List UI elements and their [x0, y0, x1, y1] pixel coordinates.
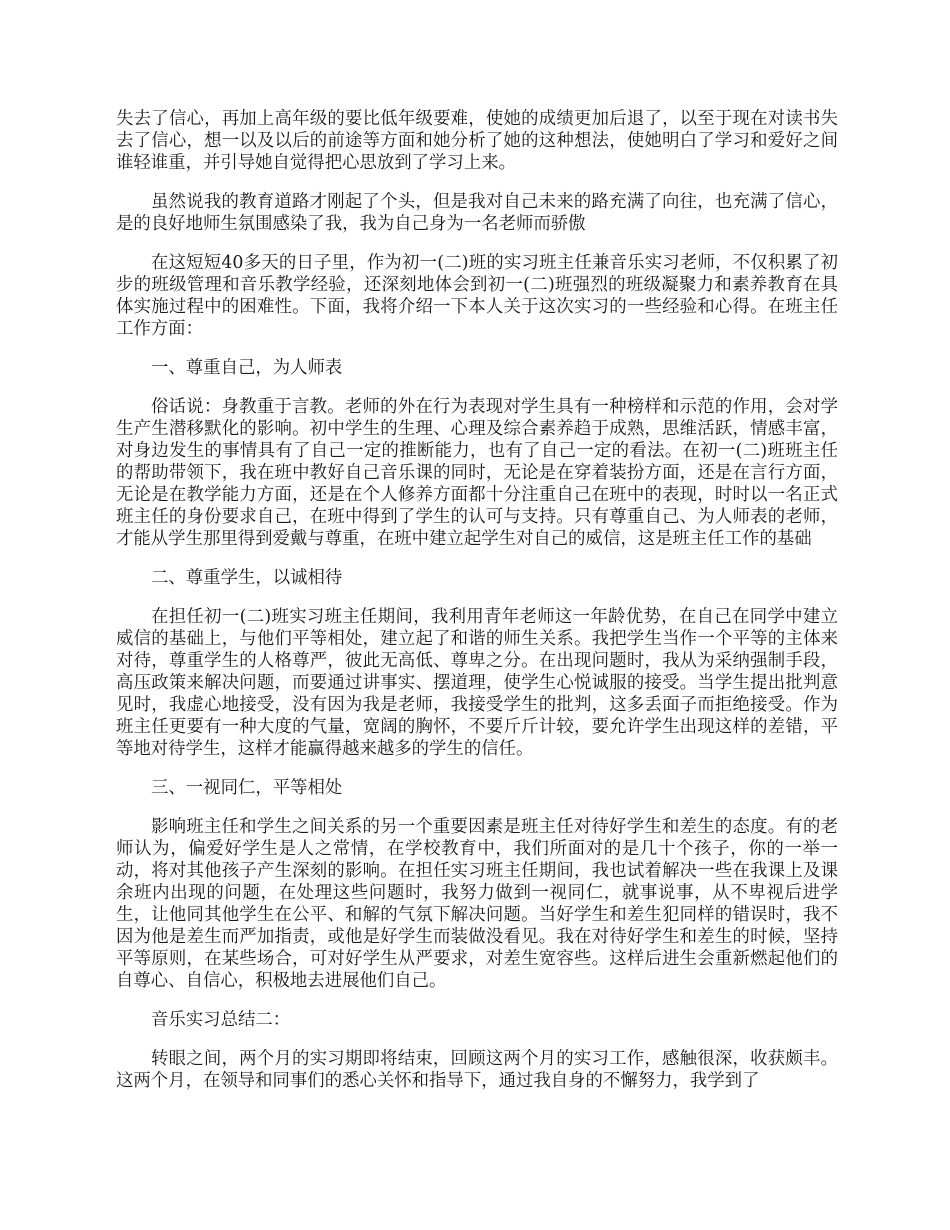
- paragraph-7: 转眼之间，两个月的实习期即将结束，回顾这两个月的实习工作，感触很深，收获颇丰。这两个月，在领导和同事们的悉心关怀和指导下，通过我自身的不懈努力，我学到了: [116, 1049, 838, 1091]
- paragraph-5: 在担任初一(二)班实习班主任期间，我利用青年老师这一年龄优势，在自己在同学中建立威信的基础上，与他们平等相处，建立起了和谐的师生关系。我把学生当作一个平等的主体来对待，尊重学生的人格尊严，彼此无高低、尊卑之分。在出现问题时，我从为采纳强制手段，高压政策来解决问题，而要通过讲事实、摆道理，使学生心悦诚服的接受。当学生提出批判意见时，我虚心地接受，没有因为我是老师，我接受学生的批判，这多丢面子而拒绝接受。作为班主任更要有一种大度的气量，宽阔的胸怀，不要斤斤计较，要允许学生出现这样的差错，平等地对待学生，这样才能赢得越来越多的学生的信任。: [116, 607, 838, 759]
- paragraph-1: 失去了信心，再加上高年级的要比低年级要难，使她的成绩更加后退了，以至于现在对读书失去了信心，想一以及以后的前途等方面和她分析了她的这种想法，使她明白了学习和爱好之间谁轻谁重，并引导她自觉得把心思放到了学习上来。: [116, 109, 838, 173]
- section-heading-2: 二、尊重学生，以诚相待: [151, 568, 343, 588]
- paragraph-4: 俗话说：身教重于言教。老师的外在行为表现对学生具有一种榜样和示范的作用，会对学生产生潜移默化的影响。初中学生的生理、心理及综合素养趋于成熟，思维活跃，情感丰富，对身边发生的事情具有了自己一定的推断能力，也有了自己一定的看法。在初一(二)班班主任的帮助带领下，我在班中教好自己音乐课的同时，无论是在穿着装扮方面，还是在言行方面，无论是在教学能力方面，还是在个人修养方面都十分注重自己在班中的表现，时时以一名正式班主任的身份要求自己，在班中得到了学生的认可与支持。只有尊重自己、为人师表的老师，才能从学生那里得到爱戴与尊重，在班中建立起学生对自己的威信，这是班主任工作的基础: [116, 397, 838, 549]
- section-heading-4: 音乐实习总结二：: [151, 1010, 291, 1030]
- section-heading-1: 一、尊重自己，为人师表: [151, 358, 343, 378]
- paragraph-6: 影响班主任和学生之间关系的另一个重要因素是班主任对待好学生和差生的态度。有的老师认为，偏爱好学生是人之常情，在学校教育中，我们所面对的是几十个孩子，你的一举一动，将对其他孩子产生深刻的影响。在担任实习班主任期间，我也试着解决一些在我课上及课余班内出现的问题，在处理这些问题时，我努力做到一视同仁，就事说事，从不卑视后进学生，让他同其他学生在公平、和解的气氛下解决问题。当好学生和差生犯同样的错误时，我不因为他是差生而严加指责，或他是好学生而装做没看见。我在对待好学生和差生的时候，坚持平等原则，在某些场合，可对好学生从严要求，对差生宽容些。这样后进生会重新燃起他们的自尊心、自信心，积极地去进展他们自己。: [116, 817, 838, 991]
- paragraph-2: 虽然说我的教育道路才刚起了个头，但是我对自己未来的路充满了向往，也充满了信心，是的良好地师生氛围感染了我，我为自己身为一名老师而骄傲: [116, 192, 838, 234]
- section-heading-3: 三、一视同仁，平等相处: [151, 778, 343, 798]
- document-body: [116, 108, 838, 1109]
- paragraph-3: 在这短短40多天的日子里，作为初一(二)班的实习班主任兼音乐实习老师，不仅积累了初步的班级管理和音乐教学经验，还深刻地体会到初一(二)班强烈的班级凝聚力和素养教育在具体实施过程中的困难性。下面，我将介绍一下本人关于这次实习的一些经验和心得。在班主任工作方面：: [116, 253, 838, 339]
